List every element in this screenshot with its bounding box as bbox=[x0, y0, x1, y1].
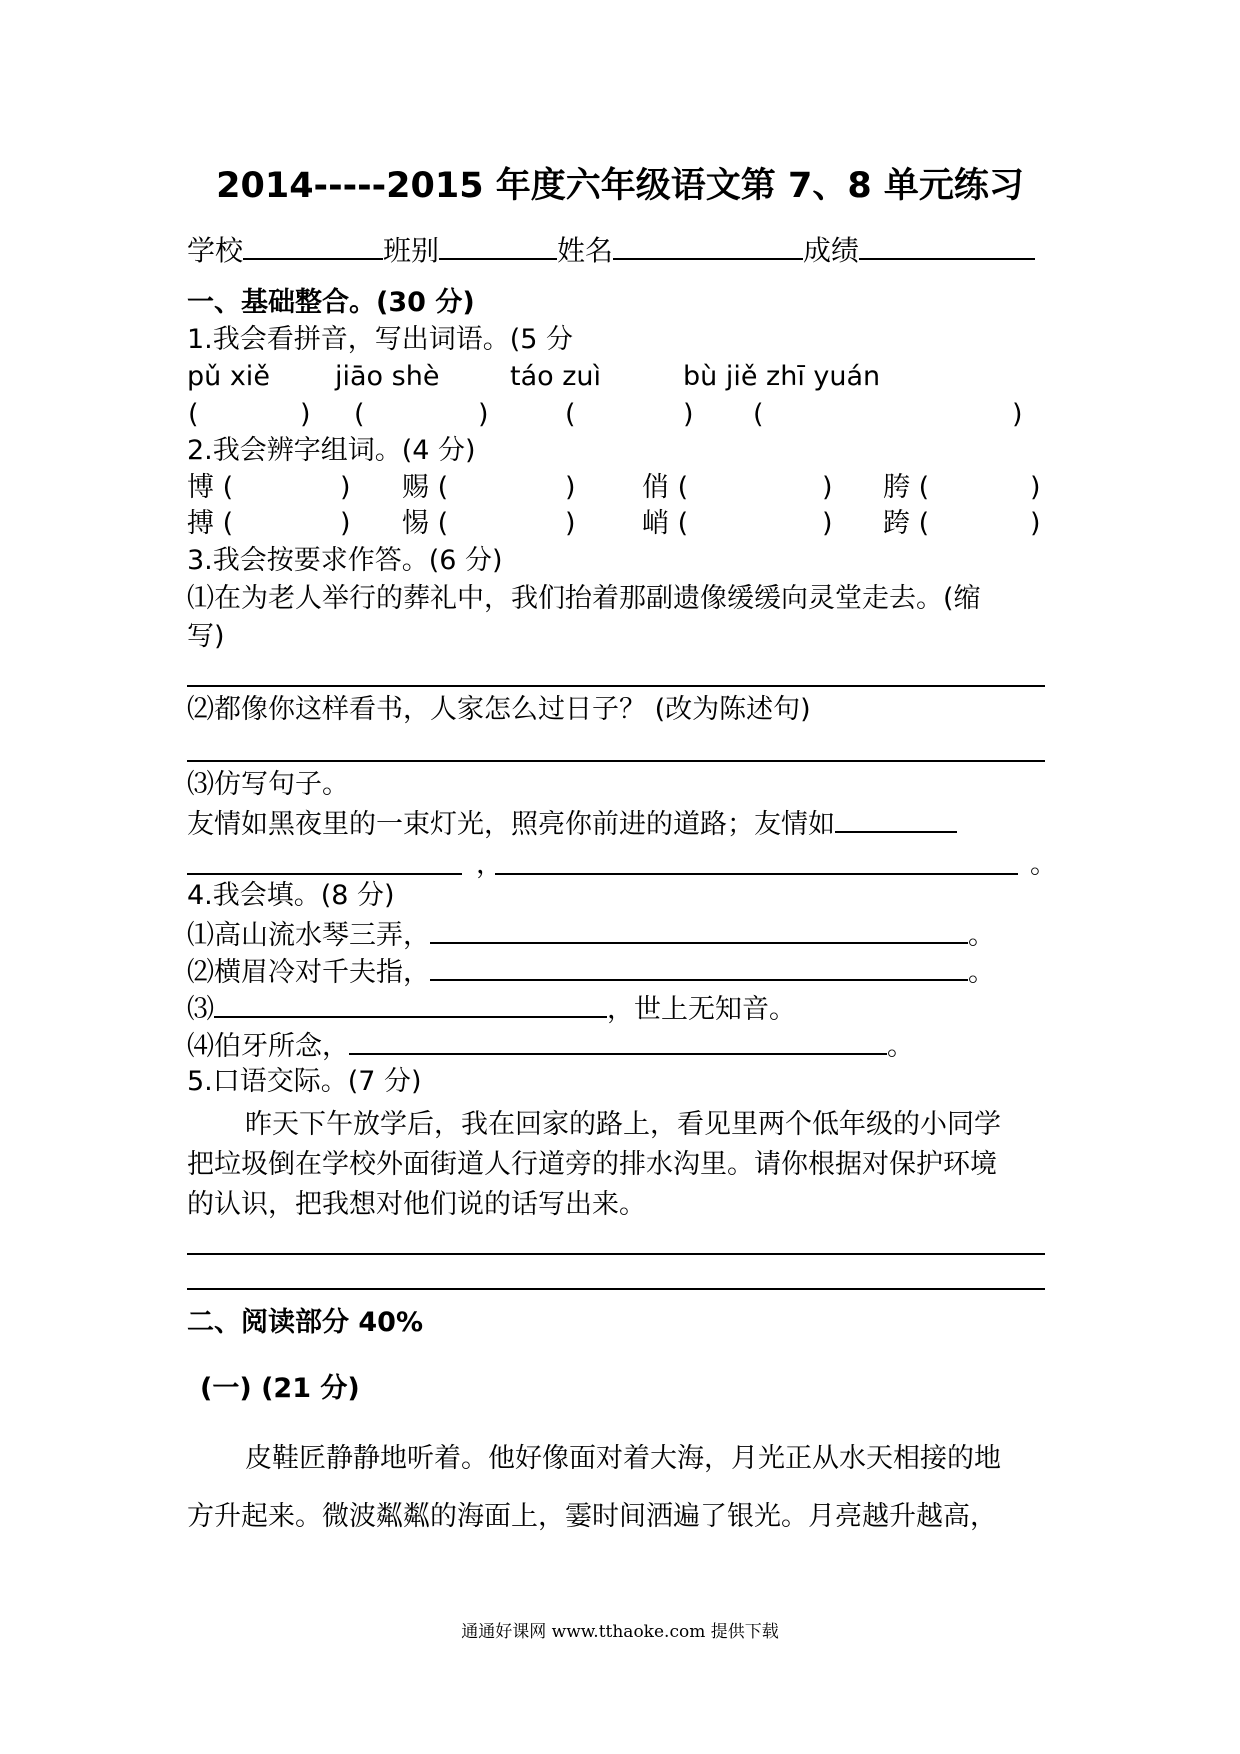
pinyin-1: pǔ xiě bbox=[187, 361, 270, 392]
imitate-blank-3[interactable] bbox=[495, 873, 1018, 875]
period: 。 bbox=[1030, 849, 1057, 880]
answer-line[interactable] bbox=[187, 1288, 1045, 1290]
q2-prompt: 2.我会辨字组词。(4 分) bbox=[187, 435, 476, 466]
q4-blank-1[interactable] bbox=[430, 916, 968, 944]
pinyin-4: bù jiě zhī yuán bbox=[683, 361, 881, 392]
comma: ， bbox=[476, 849, 503, 880]
q4-item-1: ⑴高山流水琴三弄， 。 bbox=[187, 916, 995, 953]
school-field[interactable] bbox=[243, 232, 383, 260]
q3-item-1-cont: 写) bbox=[187, 621, 225, 652]
score-field[interactable] bbox=[859, 232, 1035, 260]
page-title: 2014-----2015 年度六年级语文第 7、8 单元练习 bbox=[216, 166, 1024, 206]
answer-paren-open-1[interactable]: ( bbox=[188, 399, 199, 430]
q5-line-2: 把垃圾倒在学校外面街道人行道旁的排水沟里。请你根据对保护环境 bbox=[187, 1149, 997, 1180]
answer-paren-open-3[interactable]: ( bbox=[565, 399, 576, 430]
char-kua2: 跨 ( bbox=[883, 508, 930, 539]
q3-item-2: ⑵都像你这样看书，人家怎么过日子？ (改为陈述句) bbox=[187, 694, 811, 725]
char-kua1: 胯 ( bbox=[883, 472, 930, 503]
answer-paren-close-4: ) bbox=[1012, 399, 1023, 430]
class-label: 班别 bbox=[383, 234, 440, 267]
char-qiao2: 峭 ( bbox=[642, 508, 689, 539]
answer-paren-close-3: ) bbox=[683, 399, 694, 430]
char-ti: 惕 ( bbox=[402, 508, 449, 539]
answer-paren-close-2: ) bbox=[478, 399, 489, 430]
page-footer: 通通好课网 www.tthaoke.com 提供下载 bbox=[461, 1622, 779, 1642]
answer-line[interactable] bbox=[187, 685, 1045, 687]
answer-paren-close-1: ) bbox=[300, 399, 311, 430]
q5-line-1: 昨天下午放学后，我在回家的路上，看见里两个低年级的小同学 bbox=[245, 1109, 1001, 1140]
imitate-blank-1[interactable] bbox=[835, 805, 957, 833]
paren-close: ) bbox=[340, 472, 351, 503]
q4-blank-2[interactable] bbox=[430, 953, 968, 981]
q5-line-3: 的认识，把我想对他们说的话写出来。 bbox=[187, 1189, 646, 1220]
paren-close: ) bbox=[565, 508, 576, 539]
answer-line[interactable] bbox=[187, 1253, 1045, 1255]
q3-item-3-text: 友情如黑夜里的一束灯光，照亮你前进的道路；友情如 bbox=[187, 805, 957, 842]
section2-sub-1: (一) (21 分) bbox=[200, 1373, 360, 1404]
name-label: 姓名 bbox=[557, 234, 614, 267]
q4-prompt: 4.我会填。(8 分) bbox=[187, 880, 395, 911]
score-label: 成绩 bbox=[803, 234, 860, 267]
reading-para-line-1: 皮鞋匠静静地听着。他好像面对着大海，月光正从水天相接的地 bbox=[245, 1443, 1001, 1474]
paren-close: ) bbox=[822, 508, 833, 539]
reading-para-line-2: 方升起来。微波粼粼的海面上，霎时间洒遍了银光。月亮越升越高， bbox=[187, 1501, 997, 1532]
q4-blank-3[interactable] bbox=[214, 990, 607, 1018]
q3-item-1: ⑴在为老人举行的葬礼中，我们抬着那副遗像缓缓向灵堂走去。(缩 bbox=[187, 583, 981, 614]
section1-heading: 一、基础整合。(30 分) bbox=[187, 287, 475, 318]
q4-item-2: ⑵横眉冷对千夫指， 。 bbox=[187, 953, 995, 990]
paren-close: ) bbox=[340, 508, 351, 539]
q5-prompt: 5.口语交际。(7 分) bbox=[187, 1066, 422, 1097]
pinyin-3: táo zuì bbox=[510, 361, 602, 392]
paren-close: ) bbox=[1030, 472, 1041, 503]
q4-item-3: ⑶ ，世上无知音。 bbox=[187, 990, 796, 1027]
q3-item-3: ⑶仿写句子。 bbox=[187, 769, 349, 800]
paren-close: ) bbox=[565, 472, 576, 503]
q4-item-4: ⑷伯牙所念， 。 bbox=[187, 1027, 914, 1064]
q4-blank-4[interactable] bbox=[349, 1027, 887, 1055]
section2-heading: 二、阅读部分 40% bbox=[187, 1307, 424, 1338]
answer-paren-open-2[interactable]: ( bbox=[354, 399, 365, 430]
answer-paren-open-4[interactable]: ( bbox=[753, 399, 764, 430]
q3-prompt: 3.我会按要求作答。(6 分) bbox=[187, 545, 503, 576]
pinyin-2: jiāo shè bbox=[335, 361, 440, 392]
paren-close: ) bbox=[822, 472, 833, 503]
answer-line[interactable] bbox=[187, 760, 1045, 762]
char-bo2: 搏 ( bbox=[187, 508, 234, 539]
imitate-blank-2[interactable] bbox=[187, 873, 462, 875]
name-field[interactable] bbox=[613, 232, 803, 260]
paren-close: ) bbox=[1030, 508, 1041, 539]
char-ci: 赐 ( bbox=[402, 472, 449, 503]
char-bo: 博 ( bbox=[187, 472, 234, 503]
q1-prompt: 1.我会看拼音，写出词语。(5 分 bbox=[187, 324, 574, 355]
school-label: 学校 bbox=[187, 234, 244, 267]
class-field[interactable] bbox=[439, 232, 557, 260]
char-qiao: 俏 ( bbox=[642, 472, 689, 503]
header-fields bbox=[187, 232, 1035, 268]
